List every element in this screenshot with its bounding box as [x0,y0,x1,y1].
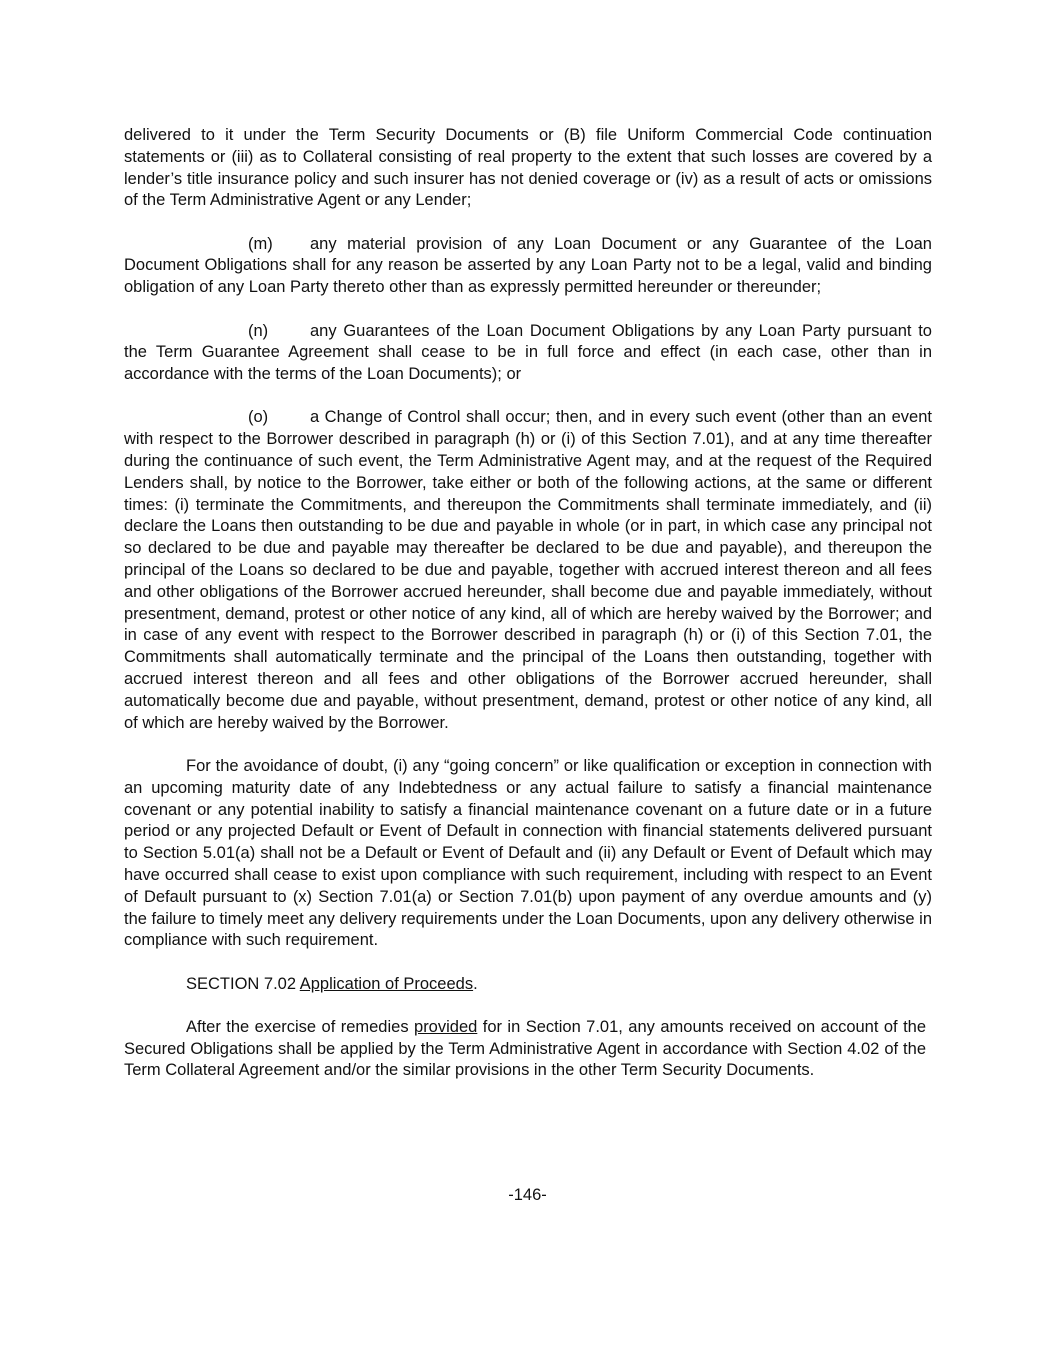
section-number: SECTION 7.02 [186,974,297,993]
paragraph-avoidance-of-doubt: For the avoidance of doubt, (i) any “going concern” or like qualification or exception in connection with an upcoming maturity date of any Indebtedness or any actual failure to satisfy a financial maintenance covenant or any potential inability to satisfy a financial maintenance covenant on a future date or in a future period or any projected Default or Event of Default in connection with financial statements delivered pursuant to Section 5.01(a) shall not be a Default or Event of Default and (ii) any Default or Event of Default which may have occurred shall cease to exist upon compliance with such requirement, including with respect to an Event of Default pursuant to (x) Section 7.01(a) or Section 7.01(b) upon payment of any overdue amounts and (y) the failure to timely meet any delivery requirements under the Loan Documents, upon any delivery otherwise in compliance with such requirement. [124,756,933,950]
section-title: Application of Proceeds [299,974,474,993]
clause-m-text: any material provision of any Loan Document or any Guarantee of the Loan Document Obligations shall for any reason be asserted by any Loan Party not to be a legal, valid and binding obligation of any Loan Party thereto other than as expressly permitted hereunder or thereunder; [124,234,932,297]
section-title-period: . [473,974,478,993]
clause-n-label: (n) [248,321,269,340]
paragraph-application-of-proceeds [124,1017,926,1082]
clause-o-label: (o) [248,408,269,427]
clause-n [124,321,932,386]
document-body [124,125,932,1104]
section-heading [186,974,932,996]
page-number: -146- [508,1186,547,1204]
proceeds-underlined: provided [414,1017,478,1036]
clause-m [124,234,932,299]
paragraph-continuation: delivered to it under the Term Security Documents or (B) file Uniform Commercial Code continuation statements or (iii) as to Collateral consisting of real property to the extent that such losses are covered by a lender’s title insurance policy and such insurer has not denied coverage or (iv) as a result of acts or omissions of the Term Administrative Agent or any Lender; [124,126,932,210]
clause-m-label: (m) [248,234,273,253]
proceeds-lead: After the exercise of remedies [186,1017,415,1036]
proceeds-rest: for in Section 7.01, any amounts received on account of the Secured Obligations shall be applied by the Term Administrative Agent in accordance with Section 4.02 of the Term Collateral Agreement and/or the similar provisions in the other Term Security Documents. [124,1017,927,1080]
clause-n-text: any Guarantees of the Loan Document Obligations by any Loan Party pursuant to the Term Guarantee Agreement shall cease to be in full force and effect (in each case, other than in accordance with the terms of the Loan Documents); or [124,321,932,384]
clause-o [124,407,932,734]
clause-o-text: a Change of Control shall occur; then, and in every such event (other than an event with respect to the Borrower described in paragraph (h) or (i) of this Section 7.01), and at any time thereafter during the continuance of such event, the Term Administrative Agent may, and at the request of the Required Lenders shall, by notice to the Borrower, take either or both of the following actions, at the same or different times: (i) terminate the Commitments, and thereupon the Commitments shall terminate immediately, and (ii) declare the Loans then outstanding to be due and payable in whole (or in part, in which case any principal not so declared to be due and payable may thereafter be declared to be due and payable), and thereupon the principal of the Loans so declared to be due and payable, together with accrued interest thereon and all fees and other obligations of the Borrower accrued hereunder, shall become due and payable immediately, without presentment, demand, protest or other notice of any kind, all of which are hereby waived by the Borrower; and in case of any event with respect to the Borrower described in paragraph (h) or (i) of this Section 7.01, the Commitments shall automatically terminate and the principal of the Loans then outstanding, together with accrued interest thereon and all fees and other obligations of the Borrower accrued hereunder, shall automatically become due and payable, without presentment, demand, protest or other notice of any kind, all of which are hereby waived by the Borrower. [124,408,932,732]
